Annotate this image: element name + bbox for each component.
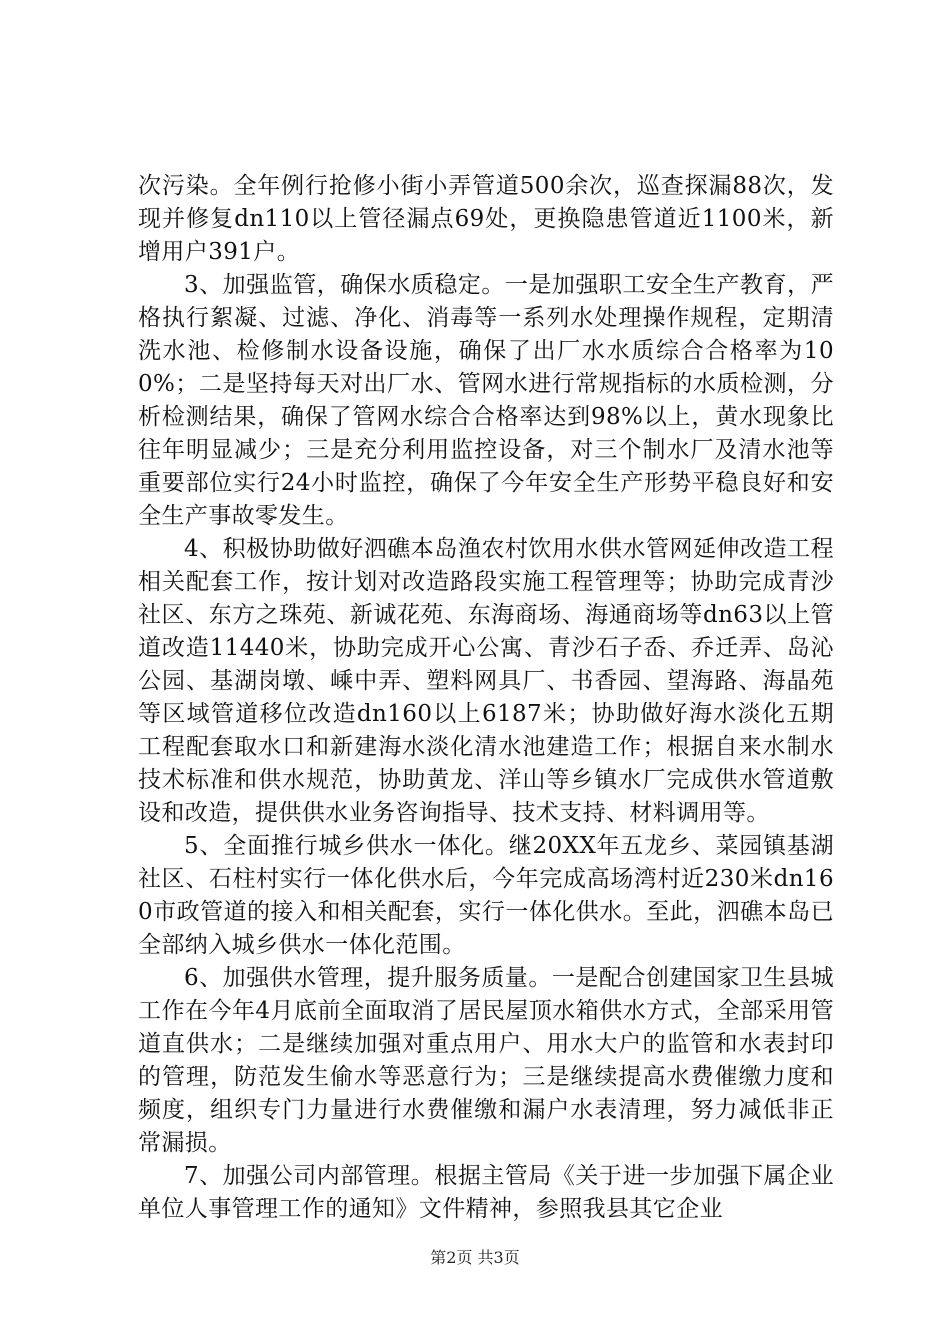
paragraph-item-7: 7、加强公司内部管理。根据主管局《关于进一步加强下属企业单位人事管理工作的通知》文件精神，参照我县其它企业 — [138, 1163, 834, 1222]
document-body — [138, 170, 834, 1226]
page-footer: 第2页 共3页 — [430, 1248, 520, 1267]
paragraph-item-3: 3、加强监管，确保水质稳定。一是加强职工安全生产教育，严格执行絮凝、过滤、净化、消毒等一系列水处理操作规程，定期清洗水池、检修制水设备设施，确保了出厂水水质综合合格率为100%；二是坚持每天对出厂水、管网水进行常规指标的水质检测，分析检测结果，确保了管网水综合合格率达到98%以上，黄水现象比往年明显减少；三是充分利用监控设备，对三个制水厂及清水池等重要部位实行24小时监控，确保了今年安全生产形势平稳良好和安全生产事故零发生。 — [138, 272, 834, 529]
paragraph-item-4: 4、积极协助做好泗礁本岛渔农村饮用水供水管网延伸改造工程相关配套工作，按计划对改造路段实施工程管理等；协助完成青沙社区、东方之珠苑、新诚花苑、东海商场、海通商场等dn63以上管道改造11440米，协助完成开心公寓、青沙石子岙、乔迁弄、岛沁公园、基湖岗墩、嵊中弄、塑料网具厂、书香园、望海路、海晶苑等区域管道移位改造dn160以上6187米；协助做好海水淡化五期工程配套取水口和新建海水淡化清水池建造工作；根据自来水制水技术标准和供水规范，协助黄龙、洋山等乡镇水厂完成供水管道敷设和改造，提供供水业务咨询指导、技术支持、材料调用等。 — [138, 536, 834, 826]
paragraph-item-5: 5、全面推行城乡供水一体化。继20XX年五龙乡、菜园镇基湖社区、石柱村实行一体化供水后，今年完成高场湾村近230米dn160市政管道的接入和相关配套，实行一体化供水。至此，泗礁本岛已全部纳入城乡供水一体化范围。 — [138, 833, 834, 958]
paragraph-continuation: 次污染。全年例行抢修小街小弄管道500余次，巡查探漏88次，发现并修复dn110以上管径漏点69处，更换隐患管道近1100米，新增用户391户。 — [138, 173, 834, 265]
paragraph-item-6: 6、加强供水管理，提升服务质量。一是配合创建国家卫生县城工作在今年4月底前全面取消了居民屋顶水箱供水方式，全部采用管道直供水；二是继续加强对重点用户、用水大户的监管和水表封印的管理，防范发生偷水等恶意行为；三是继续提高水费催缴力度和频度，组织专门力量进行水费催缴和漏户水表清理，努力减低非正常漏损。 — [138, 965, 834, 1156]
